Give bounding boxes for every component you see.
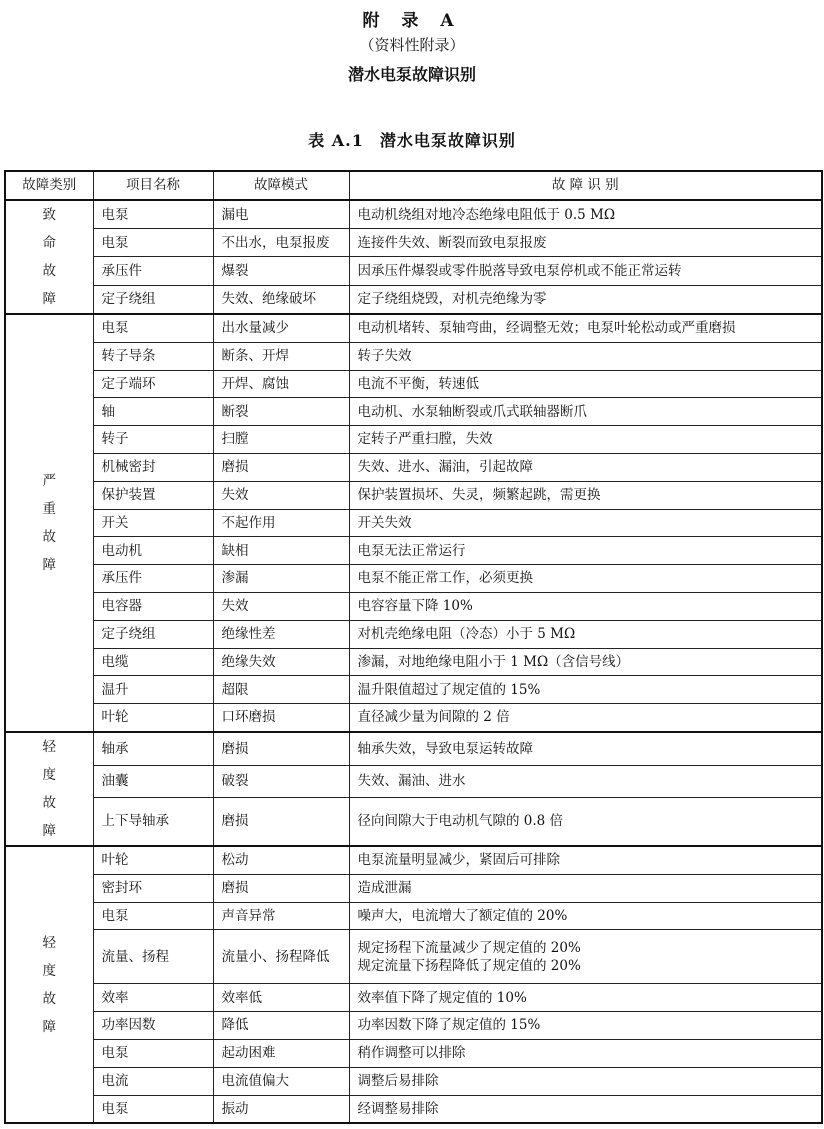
item-name-cell: 承压件 [93, 565, 213, 593]
table-row [5, 797, 822, 845]
fault-identification-cell: 失效、漏油、进水 [349, 765, 822, 797]
item-name-cell: 定子绕组 [93, 620, 213, 648]
fault-mode-cell: 爆裂 [213, 257, 349, 285]
table-body [5, 200, 822, 1123]
fault-identification-cell: 径向间隙大于电动机气隙的 0.8 倍 [349, 797, 822, 845]
fault-category-cell: 严 重 故 障 [5, 314, 93, 732]
fault-category-cell: 轻 度 故 障 [5, 846, 93, 1123]
fault-mode-cell: 松动 [213, 846, 349, 874]
table-row [5, 765, 822, 797]
column-header: 故障类别 [5, 171, 93, 200]
fault-mode-cell: 降低 [213, 1012, 349, 1040]
fault-mode-cell: 磨损 [213, 874, 349, 902]
table-row [5, 620, 822, 648]
fault-identification-cell: 造成泄漏 [349, 874, 822, 902]
table-row [5, 398, 822, 426]
item-name-cell: 轴 [93, 398, 213, 426]
fault-identification-cell: 连接件失效、断裂而致电泵报废 [349, 229, 822, 257]
item-name-cell: 电泵 [93, 314, 213, 342]
table-row [5, 285, 822, 314]
fault-mode-cell: 振动 [213, 1095, 349, 1123]
table-caption-title: 潜水电泵故障识别 [379, 131, 516, 150]
fault-mode-cell: 绝缘性差 [213, 620, 349, 648]
item-name-cell: 电流 [93, 1067, 213, 1095]
fault-identification-cell: 转子失效 [349, 342, 822, 370]
fault-identification-cell: 电泵不能正常工作，必须更换 [349, 565, 822, 593]
fault-mode-cell: 破裂 [213, 765, 349, 797]
fault-mode-cell: 声音异常 [213, 902, 349, 930]
table-row [5, 1095, 822, 1123]
fault-mode-cell: 电流值偏大 [213, 1067, 349, 1095]
fault-mode-cell: 起动困难 [213, 1039, 349, 1067]
fault-identification-line: 规定扬程下流量减少了规定值的 20% [357, 939, 581, 956]
fault-mode-cell: 口环磨损 [213, 704, 349, 732]
fault-identification-cell: 定转子严重扫膛，失效 [349, 426, 822, 454]
fault-identification-cell: 因承压件爆裂或零件脱落导致电泵停机或不能正常运转 [349, 257, 822, 285]
fault-mode-cell: 失效 [213, 481, 349, 509]
table-row [5, 1067, 822, 1095]
item-name-cell: 定子端环 [93, 370, 213, 398]
fault-identification-cell: 渗漏，对地绝缘电阻小于 1 MΩ（含信号线） [349, 648, 822, 676]
fault-mode-cell: 超限 [213, 676, 349, 704]
appendix-note: （资料性附录） [359, 36, 465, 54]
table-row [5, 1039, 822, 1067]
fault-mode-cell: 失效、绝缘破坏 [213, 285, 349, 314]
fault-identification-cell: 稍作调整可以排除 [349, 1039, 822, 1067]
fault-identification-cell: 电动机、水泵轴断裂或爪式联轴器断爪 [349, 398, 822, 426]
fault-identification-cell: 功率因数下降了规定值的 15% [349, 1012, 822, 1040]
fault-category-cell: 轻 度 故 障 [5, 732, 93, 846]
item-name-cell: 承压件 [93, 257, 213, 285]
fault-identification-cell: 轴承失效，导致电泵运转故障 [349, 732, 822, 765]
table-row [5, 1012, 822, 1040]
column-header: 故 障 识 别 [349, 171, 822, 200]
item-name-cell: 电缆 [93, 648, 213, 676]
table-header-row [5, 171, 822, 200]
item-name-cell: 流量、扬程 [93, 930, 213, 984]
fault-mode-cell: 渗漏 [213, 565, 349, 593]
item-name-cell: 机械密封 [93, 453, 213, 481]
table-row [5, 370, 822, 398]
table-row [5, 874, 822, 902]
table-row [5, 930, 822, 984]
item-name-cell: 上下导轴承 [93, 797, 213, 845]
item-name-cell: 电泵 [93, 200, 213, 229]
table-row [5, 426, 822, 454]
table-row [5, 453, 822, 481]
item-name-cell: 电泵 [93, 1095, 213, 1123]
table-row [5, 846, 822, 874]
fault-mode-cell: 漏电 [213, 200, 349, 229]
fault-mode-cell: 开焊、腐蚀 [213, 370, 349, 398]
item-name-cell: 电容器 [93, 592, 213, 620]
table-row [5, 314, 822, 342]
fault-identification-cell: 电泵无法正常运行 [349, 537, 822, 565]
fault-mode-cell: 不出水，电泵报废 [213, 229, 349, 257]
table-row [5, 732, 822, 765]
fault-identification-cell: 温升限值超过了规定值的 15% [349, 676, 822, 704]
item-name-cell: 电泵 [93, 229, 213, 257]
column-header: 项目名称 [93, 171, 213, 200]
table-row [5, 342, 822, 370]
table-row [5, 704, 822, 732]
table-caption-number: 表 A.1 [308, 131, 364, 150]
fault-mode-cell: 扫膛 [213, 426, 349, 454]
column-header: 故障模式 [213, 171, 349, 200]
fault-identification-cell: 保护装置损坏、失灵，频繁起跳，需更换 [349, 481, 822, 509]
fault-identification-cell: 直径减少量为间隙的 2 倍 [349, 704, 822, 732]
fault-mode-cell: 缺相 [213, 537, 349, 565]
fault-mode-cell: 绝缘失效 [213, 648, 349, 676]
fault-identification-cell: 噪声大，电流增大了额定值的 20% [349, 902, 822, 930]
fault-identification-cell: 电动机堵转、泵轴弯曲，经调整无效；电泵叶轮松动或严重磨损 [349, 314, 822, 342]
fault-identification-cell [349, 930, 822, 984]
fault-mode-cell: 磨损 [213, 732, 349, 765]
item-name-cell: 温升 [93, 676, 213, 704]
item-name-cell: 密封环 [93, 874, 213, 902]
fault-identification-cell: 电动机绕组对地冷态绝缘电阻低于 0.5 MΩ [349, 200, 822, 229]
table-row [5, 257, 822, 285]
fault-identification-cell: 对机壳绝缘电阻（冷态）小于 5 MΩ [349, 620, 822, 648]
item-name-cell: 效率 [93, 984, 213, 1012]
fault-mode-cell: 效率低 [213, 984, 349, 1012]
fault-mode-cell: 磨损 [213, 453, 349, 481]
fault-mode-cell: 失效 [213, 592, 349, 620]
item-name-cell: 电泵 [93, 1039, 213, 1067]
table-row [5, 565, 822, 593]
item-name-cell: 油囊 [93, 765, 213, 797]
item-name-cell: 叶轮 [93, 846, 213, 874]
fault-mode-cell: 不起作用 [213, 509, 349, 537]
fault-identification-cell: 失效、进水、漏油，引起故障 [349, 453, 822, 481]
item-name-cell: 转子 [93, 426, 213, 454]
fault-table [4, 170, 823, 1124]
table-row [5, 200, 822, 229]
table-row [5, 509, 822, 537]
fault-category-cell: 致 命 故 障 [5, 200, 93, 314]
item-name-cell: 定子绕组 [93, 285, 213, 314]
fault-identification-cell: 开关失效 [349, 509, 822, 537]
item-name-cell: 轴承 [93, 732, 213, 765]
item-name-cell: 叶轮 [93, 704, 213, 732]
fault-identification-cell: 定子绕组烧毁，对机壳绝缘为零 [349, 285, 822, 314]
table-row [5, 902, 822, 930]
fault-identification-cell: 电容容量下降 10% [349, 592, 822, 620]
table-row [5, 592, 822, 620]
fault-identification-cell: 经调整易排除 [349, 1095, 822, 1123]
fault-mode-cell: 流量小、扬程降低 [213, 930, 349, 984]
item-name-cell: 电泵 [93, 902, 213, 930]
table-caption [0, 128, 824, 151]
fault-identification-cell: 电泵流量明显减少，紧固后可排除 [349, 846, 822, 874]
item-name-cell: 保护装置 [93, 481, 213, 509]
table-row [5, 984, 822, 1012]
table-row [5, 537, 822, 565]
item-name-cell: 功率因数 [93, 1012, 213, 1040]
appendix-heading: 附 录 A [362, 11, 462, 31]
fault-mode-cell: 断条、开焊 [213, 342, 349, 370]
table-row [5, 648, 822, 676]
item-name-cell: 转子导条 [93, 342, 213, 370]
fault-mode-cell: 磨损 [213, 797, 349, 845]
fault-mode-cell: 断裂 [213, 398, 349, 426]
table-row [5, 481, 822, 509]
fault-identification-cell: 效率值下降了规定值的 10% [349, 984, 822, 1012]
item-name-cell: 开关 [93, 509, 213, 537]
fault-mode-cell: 出水量减少 [213, 314, 349, 342]
appendix-title: 潜水电泵故障识别 [347, 65, 476, 84]
item-name-cell: 电动机 [93, 537, 213, 565]
table-row [5, 229, 822, 257]
table-row [5, 676, 822, 704]
fault-identification-cell: 调整后易排除 [349, 1067, 822, 1095]
fault-identification-cell: 电流不平衡，转速低 [349, 370, 822, 398]
fault-identification-line: 规定流量下扬程降低了规定值的 20% [357, 957, 581, 974]
